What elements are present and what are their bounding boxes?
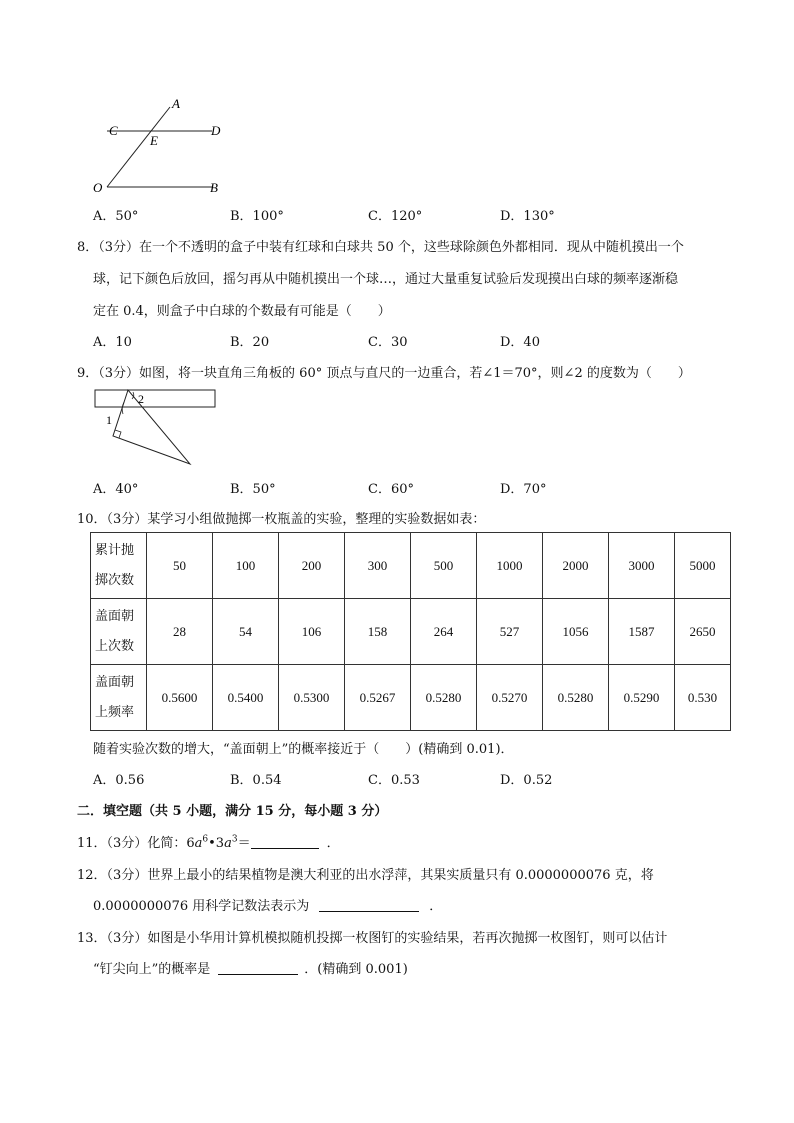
label-c: C [109, 123, 118, 138]
table-cell: 2650 [675, 599, 731, 665]
section-heading: 二．填空题（共 5 小题，满分 15 分，每小题 3 分） [77, 804, 388, 819]
q9-option-a[interactable]: A．40° [93, 482, 139, 497]
table-cell: 0.5600 [147, 665, 213, 731]
q8-option-d[interactable]: D．40 [500, 335, 540, 350]
q10-line-1: 10．（3分）某学习小组做抛掷一枚瓶盖的实验，整理的实验数据如表： [77, 512, 486, 527]
table-cell: 54 [213, 599, 279, 665]
label-b: B [210, 180, 218, 195]
table-row [91, 533, 731, 599]
q12-line-1: 12．（3分）世界上最小的结果植物是澳大利亚的出水浮萍，其果实质量只有 0.0000000076 克，将 [77, 868, 654, 883]
label-d: D [211, 123, 221, 138]
q11-equals: ＝ [237, 836, 251, 851]
table-cell: 264 [411, 599, 477, 665]
table-cell: 0.530 [675, 665, 731, 731]
table-cell: 200 [279, 533, 345, 599]
q13-text: “钉尖向上”的概率是 [93, 962, 211, 977]
table-cell: 0.5290 [609, 665, 675, 731]
q9-option-d[interactable]: D．70° [500, 482, 547, 497]
q11-prefix: 11．（3分）化简： [77, 836, 187, 851]
q11-var-1: a [194, 836, 203, 851]
table-cell: 2000 [543, 533, 609, 599]
table-cell: 1056 [543, 599, 609, 665]
q10-option-c[interactable]: C．0.53 [368, 773, 420, 788]
q10-option-a[interactable]: A．0.56 [93, 773, 145, 788]
angle-1-label: 1 [106, 413, 112, 427]
q8-option-c[interactable]: C．30 [368, 335, 408, 350]
table-cell: 1000 [477, 533, 543, 599]
q7-option-a[interactable]: A．50° [93, 209, 139, 224]
table-cell: 1587 [609, 599, 675, 665]
table-cell: 0.5280 [411, 665, 477, 731]
table-cell: 3000 [609, 533, 675, 599]
q7-option-b[interactable]: B．100° [230, 209, 284, 224]
row-header: 盖面朝 上频率 [91, 665, 147, 731]
q7-option-d[interactable]: D．130° [500, 209, 555, 224]
q8-line-3: 定在 0.4，则盒子中白球的个数最有可能是（ ） [93, 304, 391, 319]
q12-line-2 [93, 895, 442, 914]
table-cell: 0.5400 [213, 665, 279, 731]
q8-option-a[interactable]: A．10 [93, 335, 132, 350]
experiment-data-table [90, 532, 731, 731]
q8-option-b[interactable]: B．20 [230, 335, 270, 350]
label-o: O [93, 180, 103, 195]
row-header: 盖面朝 上次数 [91, 599, 147, 665]
label-e: E [150, 133, 158, 148]
table-cell: 50 [147, 533, 213, 599]
q11-exp-1: 6 [202, 834, 209, 845]
table-cell: 100 [213, 533, 279, 599]
q8-line-1: 8．（3分）在一个不透明的盒子中装有红球和白球共 50 个，这些球除颜色外都相同．现从中随机摸出一个 [77, 240, 684, 255]
table-cell: 300 [345, 533, 411, 599]
table-cell: 0.5270 [477, 665, 543, 731]
q11-coef-1: 6 [186, 836, 195, 851]
table-cell: 106 [279, 599, 345, 665]
q13-line-2 [93, 958, 408, 977]
table-cell: 0.5300 [279, 665, 345, 731]
row-header: 累计抛 掷次数 [91, 533, 147, 599]
q12-suffix: ． [429, 899, 443, 914]
table-cell: 5000 [675, 533, 731, 599]
q11-dot: • [208, 836, 216, 851]
table-cell: 0.5280 [543, 665, 609, 731]
q8-line-2: 球，记下颜色后放回，摇匀再从中随机摸出一个球…，通过大量重复试验后发现摸出白球的频率逐渐稳 [93, 272, 679, 287]
q9-option-c[interactable]: C．60° [368, 482, 414, 497]
q12-text: 0.0000000076 用科学记数法表示为 [93, 899, 310, 914]
table-row [91, 599, 731, 665]
q12-answer-blank[interactable] [319, 897, 419, 912]
q10-question-text: 随着实验次数的增大，“盖面朝上”的概率接近于（ ）(精确到 0.01)． [93, 742, 514, 757]
parallel-lines-figure [90, 95, 230, 200]
table-cell: 158 [345, 599, 411, 665]
table-row [91, 665, 731, 731]
q11-line [77, 832, 340, 851]
q7-option-c[interactable]: C．120° [368, 209, 423, 224]
ruler-triangle-figure [90, 386, 220, 468]
q10-option-b[interactable]: B．0.54 [230, 773, 282, 788]
table-cell: 28 [147, 599, 213, 665]
q11-answer-blank[interactable] [251, 834, 319, 849]
q10-option-d[interactable]: D．0.52 [500, 773, 553, 788]
q11-coef-2: 3 [215, 836, 225, 851]
q13-suffix: ．(精确到 0.001) [304, 962, 408, 977]
q11-var-2: a [224, 836, 232, 851]
q11-exp-2: 3 [231, 834, 238, 845]
q13-line-1: 13．（3分）如图是小华用计算机模拟随机投掷一枚图钉的实验结果，若再次抛掷一枚图钉，则可以估计 [77, 931, 668, 946]
q13-answer-blank[interactable] [218, 960, 298, 975]
label-a: A [172, 96, 180, 111]
q9-option-b[interactable]: B．50° [230, 482, 276, 497]
table-cell: 500 [411, 533, 477, 599]
q11-suffix: ． [326, 836, 340, 851]
table-cell: 0.5267 [345, 665, 411, 731]
table-cell: 527 [477, 599, 543, 665]
angle-2-label: 2 [138, 392, 144, 406]
q9-line-1: 9．（3分）如图，将一块直角三角板的 60° 顶点与直尺的一边重合，若∠1＝70°，则∠2 的度数为（ ） [77, 366, 691, 381]
